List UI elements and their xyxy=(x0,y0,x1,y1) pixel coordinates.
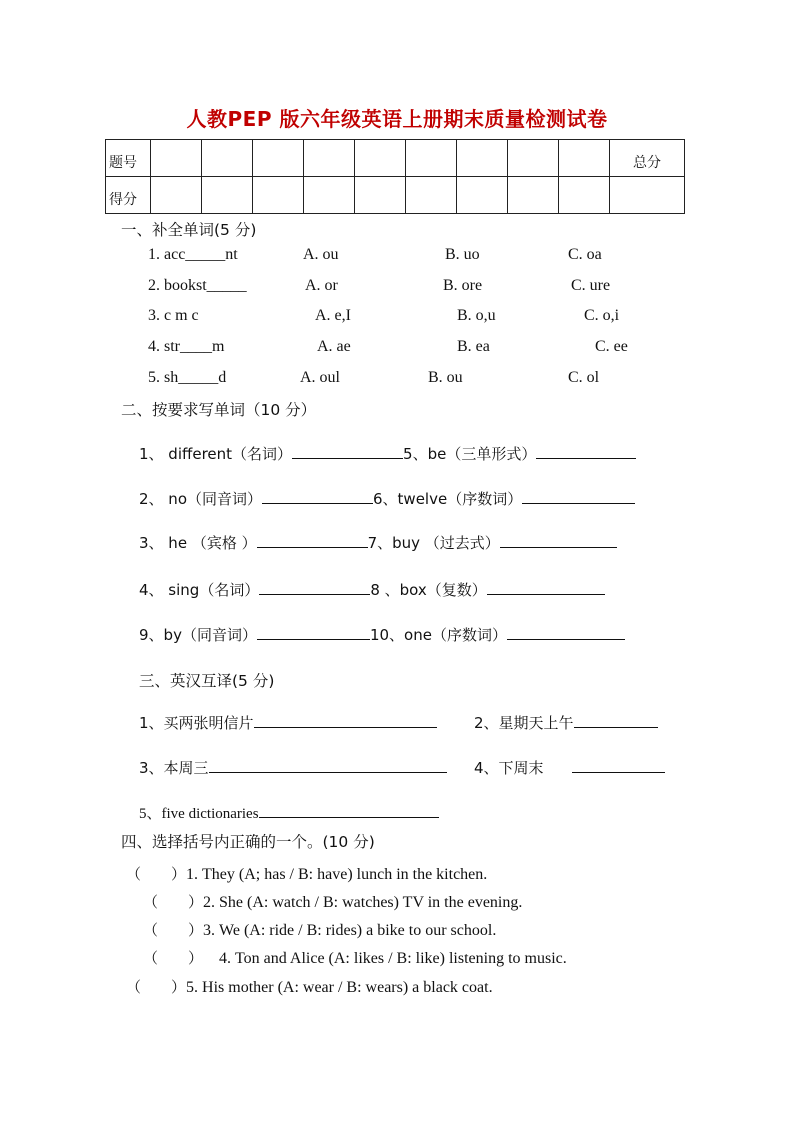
s4-question xyxy=(143,947,567,968)
s2-prompt-text: 8 、box（复数） xyxy=(370,581,487,599)
score-cell xyxy=(253,177,304,214)
answer-blank[interactable] xyxy=(257,625,370,640)
score-table xyxy=(105,139,685,214)
s2-prompt-text: 4、 sing（名词） xyxy=(139,581,260,599)
s1-option-a: A. oul xyxy=(300,369,340,386)
s2-prompt-text: 5、be（三单形式） xyxy=(403,445,537,463)
s1-option-c: C. o,i xyxy=(584,307,620,324)
s3-item xyxy=(474,757,665,778)
answer-blank[interactable] xyxy=(257,533,368,548)
s3-item xyxy=(139,712,437,733)
answer-blank[interactable] xyxy=(209,758,447,773)
s3-item-text: 5、five dictionaries xyxy=(139,806,259,822)
score-cell xyxy=(406,177,457,214)
score-cell xyxy=(304,140,355,177)
score-cell xyxy=(559,177,610,214)
s2-prompt xyxy=(139,532,617,553)
score-cell xyxy=(355,140,406,177)
score-cell xyxy=(406,140,457,177)
s3-item-text: 2、星期天上午 xyxy=(474,714,574,732)
s4-question-text: 2. She (A: watch / B: watches) TV in the evening. xyxy=(203,894,523,911)
score-cell xyxy=(304,177,355,214)
s2-prompt-text: 2、 no（同音词） xyxy=(139,490,262,508)
answer-blank[interactable] xyxy=(572,758,665,773)
s3-item-text: 4、下周末 xyxy=(474,759,544,777)
s2-prompt-text: 6、twelve（序数词） xyxy=(373,490,523,508)
answer-blank[interactable] xyxy=(522,489,635,504)
answer-paren[interactable]: （ ） xyxy=(143,893,204,911)
s1-option-a: A. ae xyxy=(317,338,351,355)
s1-option-c: C. ure xyxy=(571,277,611,294)
answer-blank[interactable] xyxy=(487,580,605,595)
question-number-label: 题号 xyxy=(106,140,151,177)
score-cell xyxy=(151,177,202,214)
answer-blank[interactable] xyxy=(507,625,625,640)
s2-prompt xyxy=(139,624,625,645)
score-cell xyxy=(202,177,253,214)
s1-word: 4. str____m xyxy=(148,338,225,355)
s4-question-text: 1. They (A; has / B: have) lunch in the kitchen. xyxy=(186,866,488,883)
answer-blank[interactable] xyxy=(259,803,439,818)
score-cell xyxy=(202,140,253,177)
score-cell xyxy=(457,177,508,214)
s1-word: 5. sh_____d xyxy=(148,369,227,386)
score-cell xyxy=(355,177,406,214)
s4-question-text: 5. His mother (A: wear / B: wears) a black coat. xyxy=(186,979,493,996)
score-cell xyxy=(559,140,610,177)
answer-blank[interactable] xyxy=(254,713,437,728)
s4-question-text: 4. Ton and Alice (A: likes / B: like) listening to music. xyxy=(219,950,567,967)
score-cell xyxy=(253,140,304,177)
s2-prompt-text: 9、by（同音词） xyxy=(139,626,257,644)
s1-word: 3. c m c xyxy=(148,307,199,324)
answer-paren[interactable]: （ ） xyxy=(143,949,204,967)
s3-item xyxy=(474,712,658,733)
section4-heading: 四、选择括号内正确的一个。(10 分) xyxy=(121,833,375,851)
answer-blank[interactable] xyxy=(536,444,636,459)
score-cell xyxy=(508,177,559,214)
score-cell xyxy=(151,140,202,177)
s1-option-b: B. ea xyxy=(457,338,490,355)
s2-prompt-text: 3、 he （宾格 ） xyxy=(139,534,257,552)
score-label: 得分 xyxy=(106,177,151,214)
s2-prompt xyxy=(139,579,605,600)
answer-paren[interactable]: （ ） xyxy=(143,921,204,939)
s2-prompt xyxy=(139,488,635,509)
s4-question-text: 3. We (A: ride / B: rides) a bike to our school. xyxy=(203,922,497,939)
answer-blank[interactable] xyxy=(259,580,370,595)
page-title: 人教PEP 版六年级英语上册期末质量检测试卷 xyxy=(186,107,608,131)
answer-blank[interactable] xyxy=(574,713,658,728)
s1-option-b: B. ou xyxy=(428,369,463,386)
s2-prompt-text: 10、one（序数词） xyxy=(369,626,507,644)
answer-blank[interactable] xyxy=(292,444,403,459)
section3-heading: 三、英汉互译(5 分) xyxy=(139,672,275,690)
s3-item-text: 1、买两张明信片 xyxy=(139,714,254,732)
s3-item xyxy=(139,802,439,823)
s1-option-c: C. ol xyxy=(568,369,600,386)
s1-word: 2. bookst_____ xyxy=(148,277,247,294)
s1-option-c: C. ee xyxy=(595,338,628,355)
total-label: 总分 xyxy=(610,140,685,177)
answer-paren[interactable]: （ ） xyxy=(126,865,187,883)
s4-question xyxy=(126,863,487,884)
s2-prompt-text: 7、buy （过去式） xyxy=(367,534,500,552)
score-cell xyxy=(508,140,559,177)
section2-heading: 二、按要求写单词（10 分） xyxy=(121,401,317,419)
s4-question xyxy=(126,976,493,997)
s4-question xyxy=(143,891,522,912)
s1-option-b: B. ore xyxy=(443,277,483,294)
s1-option-a: A. or xyxy=(305,277,338,294)
s4-question xyxy=(143,919,496,940)
score-cell xyxy=(457,140,508,177)
s1-option-b: B. o,u xyxy=(457,307,496,324)
answer-paren[interactable]: （ ） xyxy=(126,978,187,996)
answer-blank[interactable] xyxy=(500,533,617,548)
s1-option-b: B. uo xyxy=(445,246,480,263)
s1-option-c: C. oa xyxy=(568,246,602,263)
s1-option-a: A. e,I xyxy=(315,307,351,324)
answer-blank[interactable] xyxy=(262,489,373,504)
s2-prompt-text: 1、 different（名词） xyxy=(139,445,293,463)
s3-item-text: 3、本周三 xyxy=(139,759,209,777)
s1-option-a: A. ou xyxy=(303,246,339,263)
section1-heading: 一、补全单词(5 分) xyxy=(121,221,257,239)
total-score-cell xyxy=(610,177,685,214)
s2-prompt xyxy=(139,443,636,464)
s1-word: 1. acc_____nt xyxy=(148,246,238,263)
s3-item xyxy=(139,757,447,778)
